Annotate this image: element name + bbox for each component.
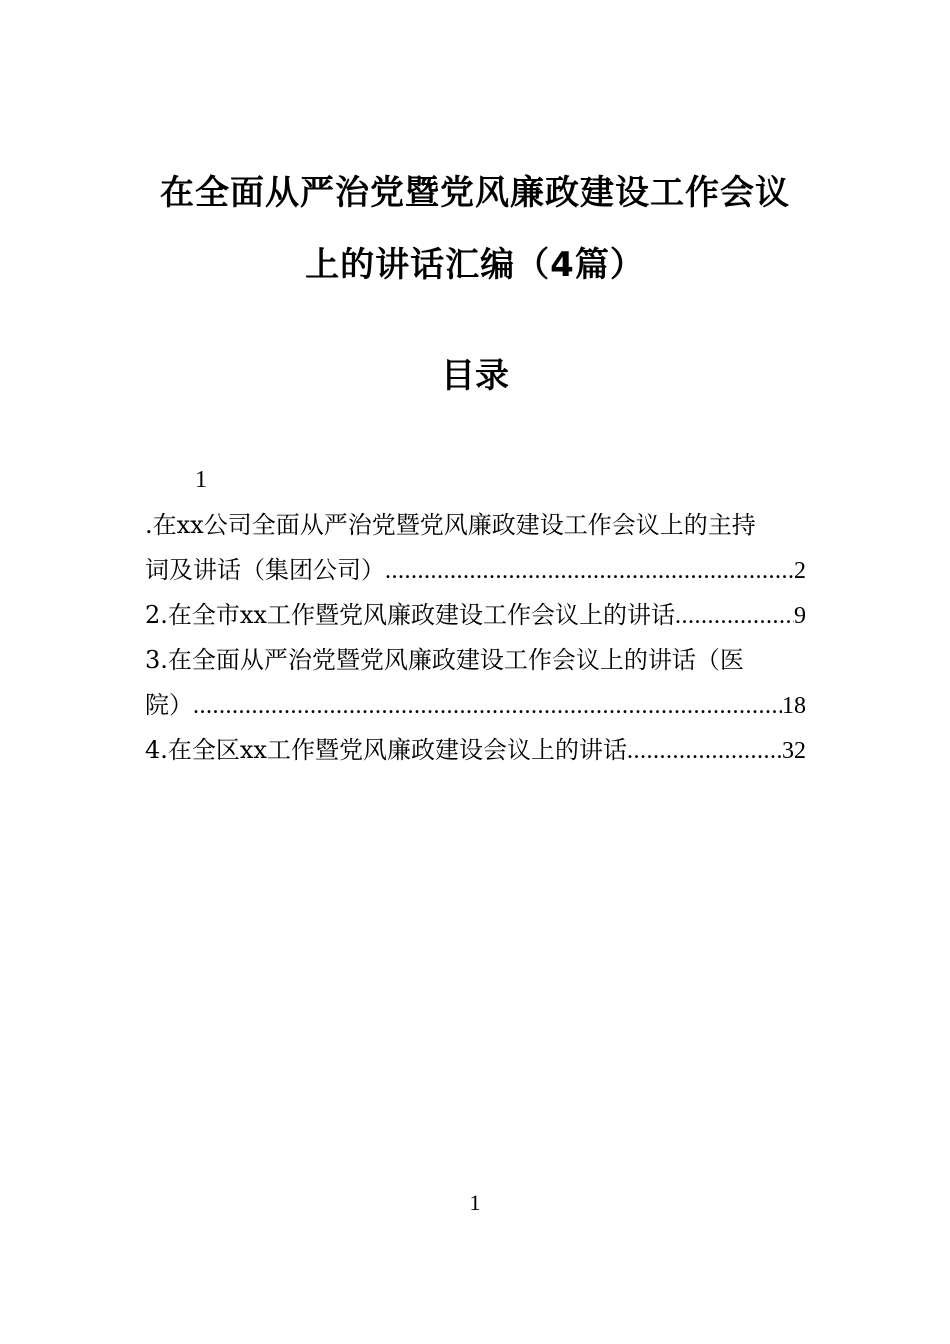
toc-item-4[interactable] (145, 728, 806, 773)
document-title-line-1: 在全面从严治党暨党风廉政建设工作会议 (160, 173, 790, 213)
toc-item-3-line-2[interactable] (145, 683, 806, 728)
toc-item-3-text-2: 院） (145, 691, 193, 719)
toc-item-3-text-1: 3.在全面从严治党暨党风廉政建设工作会议上的讲话（医 (145, 646, 744, 674)
toc-dot-leader (193, 684, 782, 728)
page-number: 1 (469, 1190, 481, 1215)
toc-item-2-text: 2.在全市xx工作暨党风廉政建设工作会议上的讲话 (145, 601, 675, 629)
toc-dot-leader (627, 729, 782, 773)
toc-item-2[interactable] (145, 593, 806, 638)
document-title-line-2: 上的讲话汇编（4篇） (305, 245, 645, 285)
toc-item-3-page: 18 (782, 693, 806, 719)
toc-item-1-page: 2 (794, 558, 806, 584)
toc-item-1-line-1[interactable] (145, 503, 806, 548)
toc-item-3-line-1[interactable] (145, 638, 806, 683)
toc-dot-leader (675, 594, 794, 638)
toc-stray-number: 1 (195, 467, 207, 493)
toc-item-1-text-1: .在xx公司全面从严治党暨党风廉政建设工作会议上的主持 (145, 511, 756, 539)
toc-item-2-page: 9 (794, 603, 806, 629)
toc-dot-leader (385, 549, 794, 593)
toc-item-4-text: 4.在全区xx工作暨党风廉政建设会议上的讲话 (145, 736, 627, 764)
toc-item-1-text-2: 词及讲话（集团公司） (145, 556, 385, 584)
toc-item-1-line-2[interactable] (145, 548, 806, 593)
toc-heading: 目录 (441, 356, 509, 396)
toc-item-4-page: 32 (782, 738, 806, 764)
